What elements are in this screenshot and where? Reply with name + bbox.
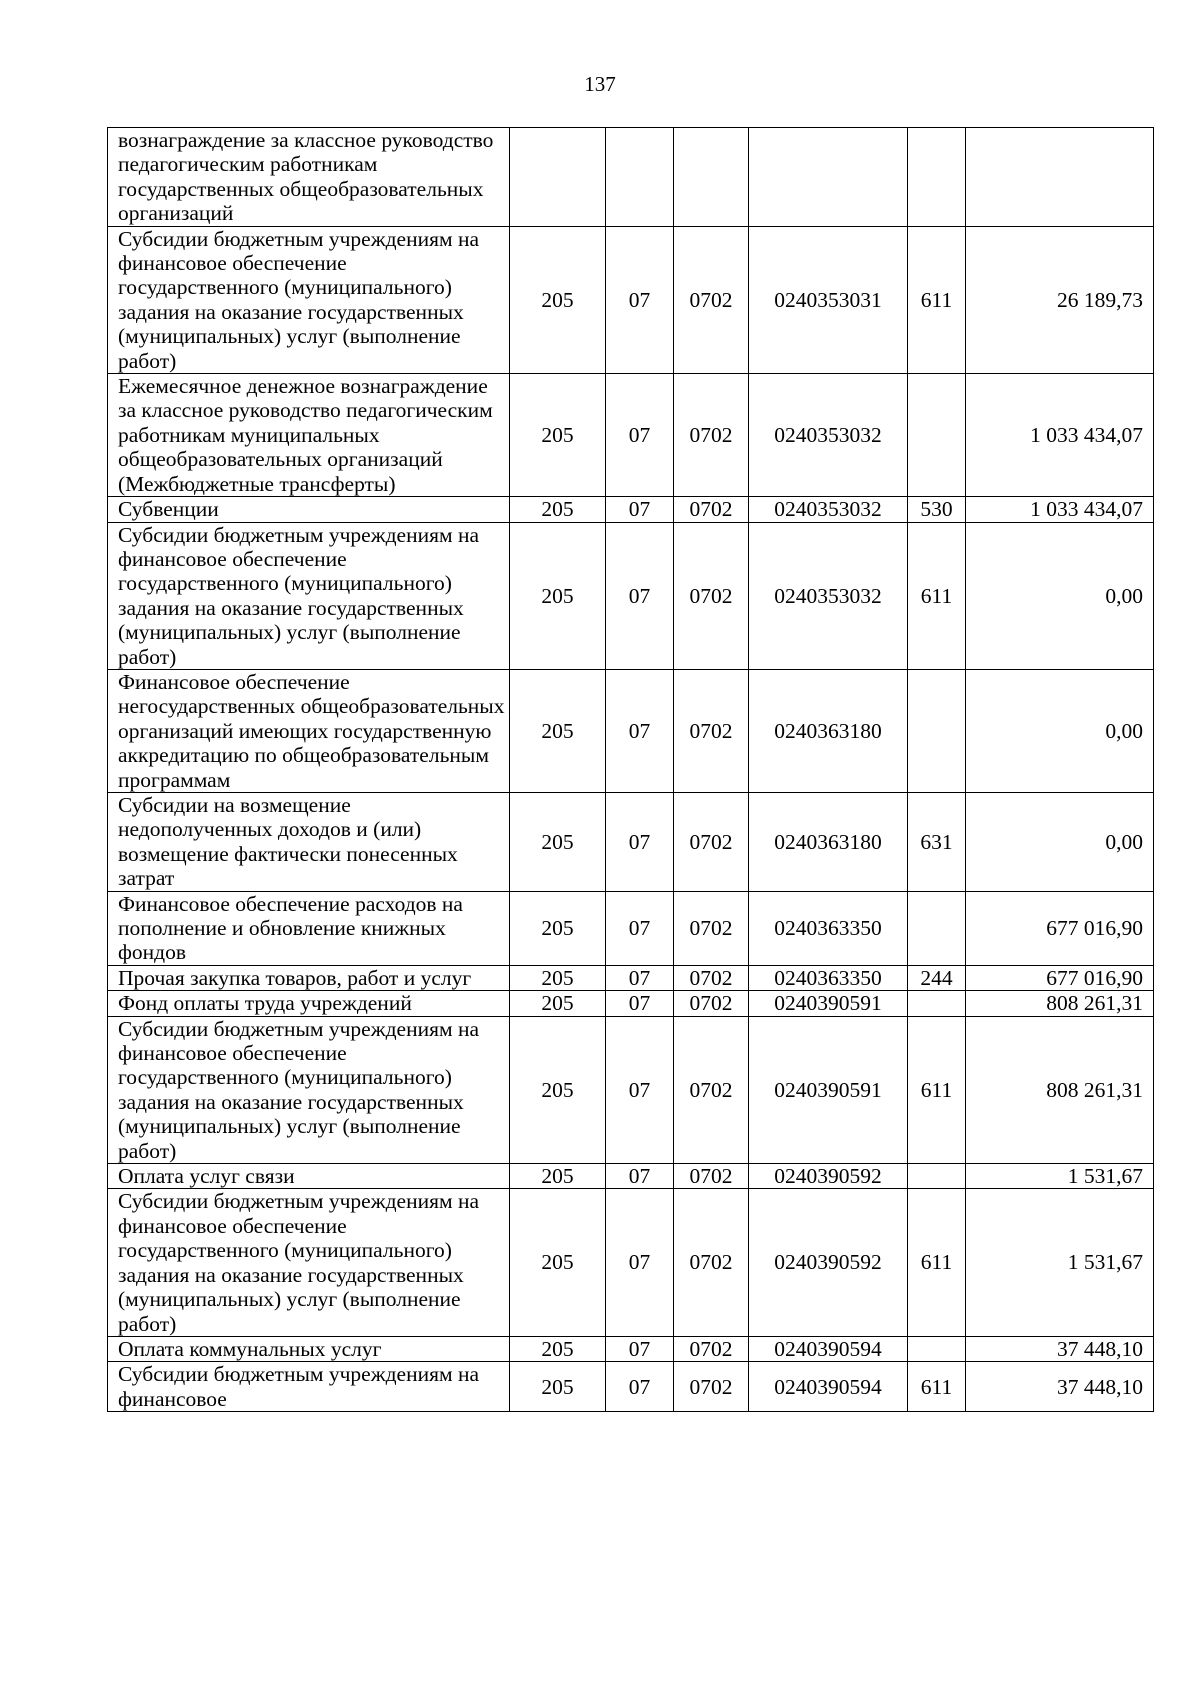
admin-code-cell: 205 <box>510 226 606 373</box>
section-code-cell: 07 <box>606 522 674 669</box>
section-code-cell: 07 <box>606 1362 674 1412</box>
expense-type-cell: 611 <box>908 1362 966 1412</box>
subsection-code-cell: 0702 <box>674 965 749 990</box>
expense-name-cell: Оплата коммунальных услуг <box>108 1336 510 1361</box>
section-code-cell: 07 <box>606 497 674 522</box>
expense-type-cell: 631 <box>908 792 966 891</box>
table-row <box>108 128 1154 227</box>
section-code-cell <box>606 128 674 227</box>
section-code-cell: 07 <box>606 1189 674 1336</box>
subsection-code-cell: 0702 <box>674 497 749 522</box>
table-row <box>108 965 1154 990</box>
section-code-cell: 07 <box>606 669 674 792</box>
target-article-cell: 0240390591 <box>749 991 908 1016</box>
amount-cell: 1 531,67 <box>966 1189 1154 1336</box>
target-article-cell <box>749 128 908 227</box>
subsection-code-cell: 0702 <box>674 792 749 891</box>
amount-cell: 1 033 434,07 <box>966 374 1154 497</box>
admin-code-cell <box>510 128 606 227</box>
expense-type-cell <box>908 374 966 497</box>
expense-name-cell: Ежемесячное денежное вознаграждение за классное руководство педагогическим работникам муниципальных общеобразовательных организаций (Межбюджетные трансферты) <box>108 374 510 497</box>
amount-cell: 37 448,10 <box>966 1362 1154 1412</box>
table-row <box>108 522 1154 669</box>
admin-code-cell: 205 <box>510 522 606 669</box>
expense-type-cell: 530 <box>908 497 966 522</box>
subsection-code-cell: 0702 <box>674 1164 749 1189</box>
subsection-code-cell: 0702 <box>674 669 749 792</box>
expense-name-cell: Субсидии бюджетным учреждениям на финансовое <box>108 1362 510 1412</box>
expense-type-cell: 611 <box>908 522 966 669</box>
target-article-cell: 0240363180 <box>749 792 908 891</box>
admin-code-cell: 205 <box>510 1362 606 1412</box>
target-article-cell: 0240353032 <box>749 497 908 522</box>
expense-type-cell: 611 <box>908 1016 966 1163</box>
expense-type-cell <box>908 128 966 227</box>
amount-cell: 808 261,31 <box>966 1016 1154 1163</box>
section-code-cell: 07 <box>606 1336 674 1361</box>
expense-type-cell <box>908 669 966 792</box>
expense-type-cell <box>908 1164 966 1189</box>
expense-name-cell: Субвенции <box>108 497 510 522</box>
expense-name-cell: Финансовое обеспечение расходов на пополнение и обновление книжных фондов <box>108 891 510 965</box>
expense-name-cell: Субсидии бюджетным учреждениям на финансовое обеспечение государственного (муниципального) задания на оказание государственных (муниципальных) услуг (выполнение работ) <box>108 522 510 669</box>
section-code-cell: 07 <box>606 1016 674 1163</box>
admin-code-cell: 205 <box>510 792 606 891</box>
expense-name-cell: Субсидии бюджетным учреждениям на финансовое обеспечение государственного (муниципального) задания на оказание государственных (муниципальных) услуг (выполнение работ) <box>108 1016 510 1163</box>
target-article-cell: 0240353032 <box>749 522 908 669</box>
table-row <box>108 1189 1154 1336</box>
amount-cell: 1 531,67 <box>966 1164 1154 1189</box>
expense-type-cell: 611 <box>908 226 966 373</box>
amount-cell: 26 189,73 <box>966 226 1154 373</box>
expense-type-cell <box>908 991 966 1016</box>
table-row <box>108 991 1154 1016</box>
section-code-cell: 07 <box>606 792 674 891</box>
section-code-cell: 07 <box>606 991 674 1016</box>
amount-cell: 677 016,90 <box>966 965 1154 990</box>
page-number: 137 <box>584 72 616 96</box>
table-row <box>108 226 1154 373</box>
table-row <box>108 792 1154 891</box>
subsection-code-cell: 0702 <box>674 891 749 965</box>
subsection-code-cell: 0702 <box>674 1362 749 1412</box>
expense-name-cell: Субсидии бюджетным учреждениям на финансовое обеспечение государственного (муниципального) задания на оказание государственных (муниципальных) услуг (выполнение работ) <box>108 226 510 373</box>
section-code-cell: 07 <box>606 1164 674 1189</box>
subsection-code-cell: 0702 <box>674 1016 749 1163</box>
admin-code-cell: 205 <box>510 669 606 792</box>
target-article-cell: 0240363350 <box>749 891 908 965</box>
admin-code-cell: 205 <box>510 374 606 497</box>
section-code-cell: 07 <box>606 226 674 373</box>
table-row <box>108 374 1154 497</box>
admin-code-cell: 205 <box>510 1016 606 1163</box>
section-code-cell: 07 <box>606 965 674 990</box>
target-article-cell: 0240390592 <box>749 1164 908 1189</box>
section-code-cell: 07 <box>606 891 674 965</box>
target-article-cell: 0240390594 <box>749 1362 908 1412</box>
expense-name-cell: Фонд оплаты труда учреждений <box>108 991 510 1016</box>
target-article-cell: 0240363180 <box>749 669 908 792</box>
amount-cell: 37 448,10 <box>966 1336 1154 1361</box>
expense-name-cell: Оплата услуг связи <box>108 1164 510 1189</box>
expense-name-cell: Прочая закупка товаров, работ и услуг <box>108 965 510 990</box>
expense-name-cell: вознаграждение за классное руководство педагогическим работникам государственных общеобразовательных организаций <box>108 128 510 227</box>
expense-type-cell <box>908 1336 966 1361</box>
table-row <box>108 1362 1154 1412</box>
table-row <box>108 497 1154 522</box>
expense-name-cell: Субсидии бюджетным учреждениям на финансовое обеспечение государственного (муниципального) задания на оказание государственных (муниципальных) услуг (выполнение работ) <box>108 1189 510 1336</box>
target-article-cell: 0240390592 <box>749 1189 908 1336</box>
admin-code-cell: 205 <box>510 991 606 1016</box>
table-row <box>108 1164 1154 1189</box>
amount-cell: 0,00 <box>966 669 1154 792</box>
table-row <box>108 891 1154 965</box>
admin-code-cell: 205 <box>510 1164 606 1189</box>
expense-name-cell: Субсидии на возмещение недополученных доходов и (или) возмещение фактически понесенных затрат <box>108 792 510 891</box>
subsection-code-cell: 0702 <box>674 226 749 373</box>
subsection-code-cell: 0702 <box>674 374 749 497</box>
amount-cell <box>966 128 1154 227</box>
admin-code-cell: 205 <box>510 1336 606 1361</box>
admin-code-cell: 205 <box>510 497 606 522</box>
table-row <box>108 1016 1154 1163</box>
amount-cell: 677 016,90 <box>966 891 1154 965</box>
budget-table <box>107 127 1154 1412</box>
table-row <box>108 669 1154 792</box>
subsection-code-cell: 0702 <box>674 991 749 1016</box>
admin-code-cell: 205 <box>510 1189 606 1336</box>
target-article-cell: 0240353032 <box>749 374 908 497</box>
target-article-cell: 0240390591 <box>749 1016 908 1163</box>
target-article-cell: 0240353031 <box>749 226 908 373</box>
table-row <box>108 1336 1154 1361</box>
amount-cell: 808 261,31 <box>966 991 1154 1016</box>
target-article-cell: 0240363350 <box>749 965 908 990</box>
amount-cell: 1 033 434,07 <box>966 497 1154 522</box>
subsection-code-cell <box>674 128 749 227</box>
amount-cell: 0,00 <box>966 522 1154 669</box>
target-article-cell: 0240390594 <box>749 1336 908 1361</box>
amount-cell: 0,00 <box>966 792 1154 891</box>
expense-type-cell: 244 <box>908 965 966 990</box>
section-code-cell: 07 <box>606 374 674 497</box>
subsection-code-cell: 0702 <box>674 1336 749 1361</box>
admin-code-cell: 205 <box>510 891 606 965</box>
expense-type-cell <box>908 891 966 965</box>
expense-type-cell: 611 <box>908 1189 966 1336</box>
admin-code-cell: 205 <box>510 965 606 990</box>
expense-name-cell: Финансовое обеспечение негосударственных общеобразовательных организаций имеющих государственную аккредитацию по общеобразовательным программам <box>108 669 510 792</box>
subsection-code-cell: 0702 <box>674 1189 749 1336</box>
subsection-code-cell: 0702 <box>674 522 749 669</box>
